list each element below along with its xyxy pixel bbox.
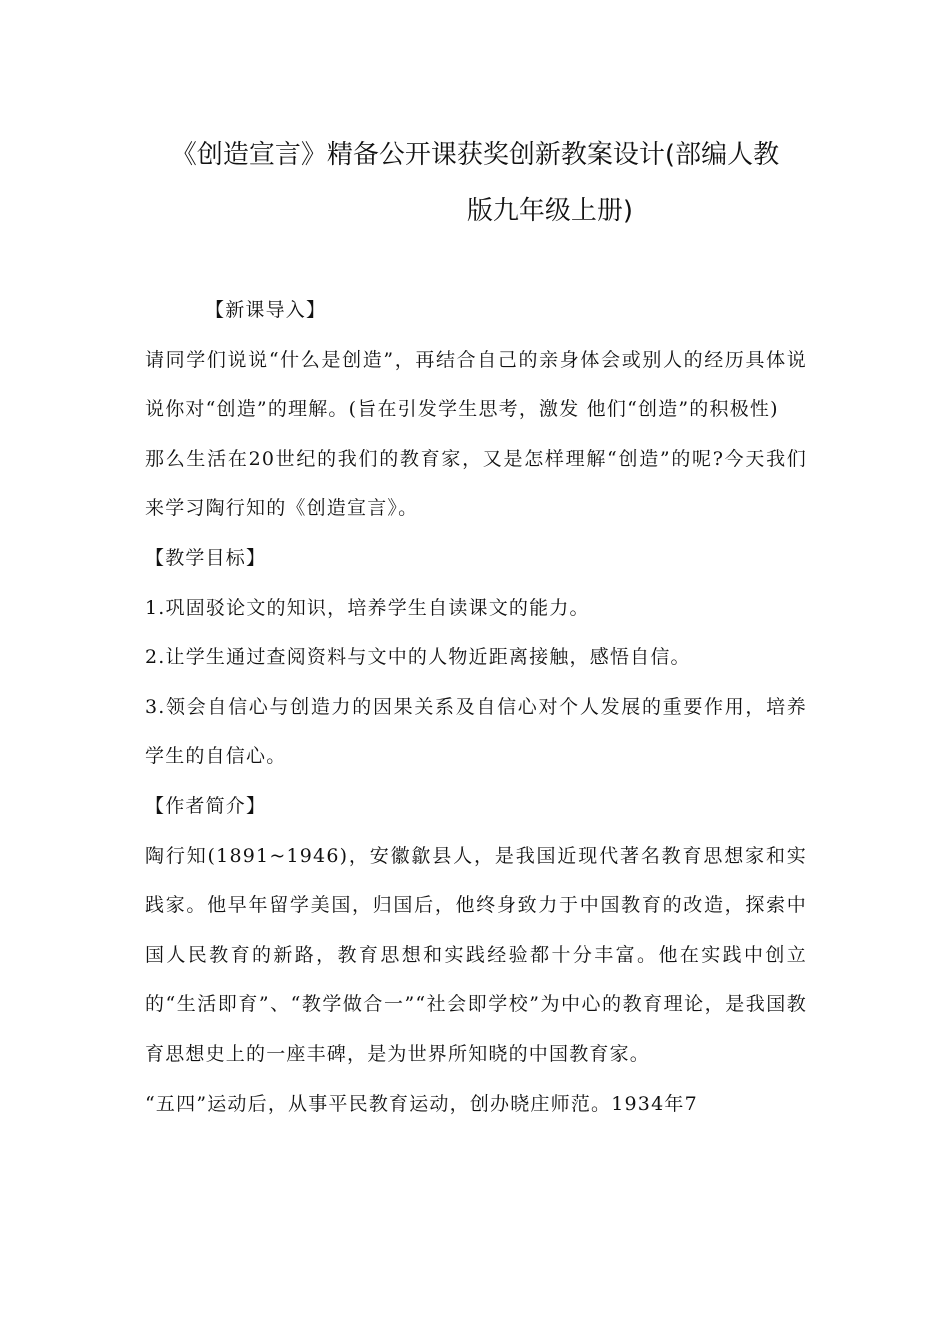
- intro-paragraph-1: 请同学们说说“什么是创造”，再结合自己的亲身体会或别人的经历具体说说你对“创造”的理解。(旨在引发学生思考，激发 他们“创造”的积极性): [145, 348, 807, 421]
- goal-item-3: 3.领会自信心与创造力的因果关系及自信心对个人发展的重要作用，培养学生的自信心。: [145, 695, 807, 768]
- section-heading-intro: 【新课导入】: [205, 299, 327, 321]
- title-line-2: 版九年级上册): [466, 196, 634, 226]
- section-heading-goals: 【教学目标】: [145, 546, 267, 569]
- document-title: [145, 127, 805, 239]
- document-body: [145, 286, 807, 1129]
- goal-item-1: 1.巩固驳论文的知识，培养学生自读课文的能力。: [145, 596, 590, 619]
- section-heading-author: 【作者简介】: [145, 794, 267, 817]
- author-paragraph-1: 陶行知(1891~1946)，安徽歙县人，是我国近现代著名教育思想家和实践家。他早年留学美国，归国后，他终身致力于中国教育的改造，探索中国人民教育的新路，教育思想和实践经验都十分丰富。他在实践中创立的“生活即育”、“教学做合一”“社会即学校”为中心的教育理论，是我国教育思想史上的一座丰碑，是为世界所知晓的中国教育家。: [145, 844, 807, 1065]
- intro-paragraph-2: 那么生活在20世纪的我们的教育家，又是怎样理解“创造”的呢?今天我们来学习陶行知的《创造宣言》。: [145, 447, 807, 520]
- author-paragraph-2: “五四”运动后，从事平民教育运动，创办晓庄师范。1934年7: [145, 1092, 698, 1115]
- goal-item-2: 2.让学生通过查阅资料与文中的人物近距离接触，感悟自信。: [145, 646, 691, 669]
- title-line-1: 《创造宣言》精备公开课获奖创新教案设计(部编人教: [170, 140, 780, 170]
